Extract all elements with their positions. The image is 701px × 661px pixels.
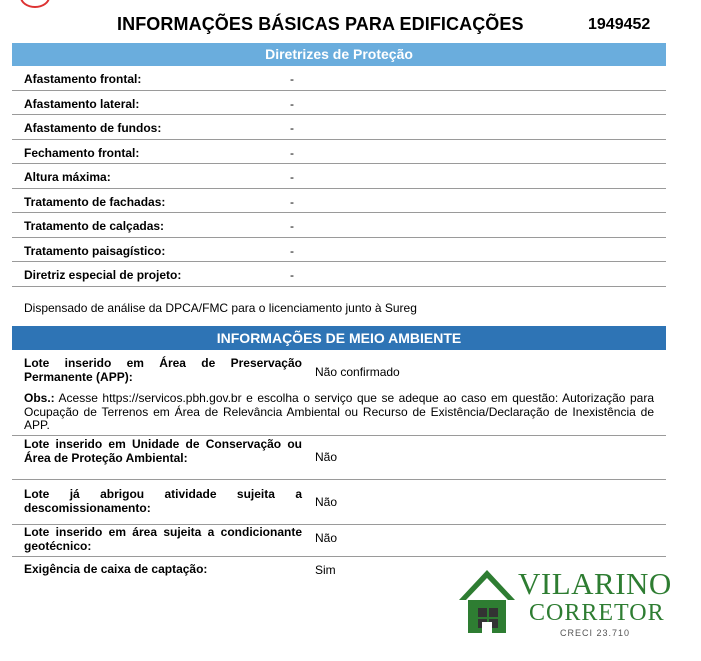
table-row [12, 189, 666, 214]
desc-value: Não [315, 495, 338, 509]
geo-value: Não [315, 531, 338, 545]
row-label: Altura máxima: [24, 170, 111, 184]
app-label: Lote inserido em Área de Preservação Permanente (APP): [24, 356, 302, 384]
obs-text: Acesse https://servicos.pbh.gov.br e escolha o serviço que se adeque ao caso em questão: Autorização para Ocupação de Terrenos em Área de Relevância Ambiental ou Recurso de Existência/Declaração de Inexistência de APP. [24, 391, 655, 432]
row-label: Afastamento de fundos: [24, 121, 162, 135]
table-row [12, 164, 666, 189]
row-value: - [290, 72, 294, 86]
row-label: Tratamento de fachadas: [24, 194, 166, 209]
table-row [12, 140, 666, 165]
table-row [12, 115, 666, 140]
row-value: - [290, 268, 294, 282]
corner-stamp-mark [20, 0, 50, 8]
caixa-value: Sim [315, 563, 336, 577]
watermark-subtitle: CORRETOR [529, 600, 665, 626]
table-row [12, 213, 666, 238]
house-icon [456, 564, 518, 636]
table-row [12, 238, 666, 263]
uc-value: Não [315, 450, 338, 464]
obs-label: Obs.: [24, 391, 55, 405]
uc-label: Lote inserido em Unidade de Conservação ou Área de Proteção Ambiental: [24, 437, 302, 465]
row-label: Tratamento paisagístico: [24, 243, 166, 258]
protecao-table [12, 66, 666, 287]
row-value: - [290, 219, 294, 233]
table-row [12, 66, 666, 91]
row-value: - [290, 170, 294, 184]
row-value: - [290, 96, 294, 111]
row-value: - [290, 194, 294, 209]
watermark-name: VILARINO [518, 566, 672, 601]
section-header-protecao: Diretrizes de Proteção [12, 43, 666, 66]
section-header-meio-ambiente: INFORMAÇÕES DE MEIO AMBIENTE [12, 326, 666, 350]
table-row [12, 350, 666, 390]
desc-label: Lote já abrigou atividade sujeita a descomissionamento: [24, 487, 302, 515]
caixa-label: Exigência de caixa de captação: [24, 562, 208, 576]
document-title: INFORMAÇÕES BÁSICAS PARA EDIFICAÇÕES [117, 14, 524, 34]
obs-note [24, 392, 654, 433]
row-label: Afastamento frontal: [24, 72, 142, 86]
row-label: Fechamento frontal: [24, 145, 140, 160]
table-row [12, 262, 666, 287]
table-row [12, 91, 666, 116]
watermark-logo [456, 562, 696, 642]
watermark-creci: CRECI 23.710 [560, 628, 631, 638]
row-value: - [290, 121, 294, 135]
table-row [12, 525, 666, 557]
row-label: Tratamento de calçadas: [24, 219, 165, 233]
protecao-note: Dispensado de análise da DPCA/FMC para o licenciamento junto à Sureg [24, 301, 417, 315]
table-row [12, 436, 666, 480]
meio-ambiente-table [12, 350, 666, 585]
row-value: - [290, 145, 294, 160]
document-number: 1949452 [588, 16, 651, 33]
geo-label: Lote inserido em área sujeita a condicionante geotécnico: [24, 525, 302, 553]
app-value: Não confirmado [315, 365, 400, 379]
table-row [12, 390, 666, 436]
row-label: Afastamento lateral: [24, 96, 140, 111]
row-value: - [290, 243, 294, 258]
row-label: Diretriz especial de projeto: [24, 268, 182, 282]
table-row [12, 480, 666, 525]
